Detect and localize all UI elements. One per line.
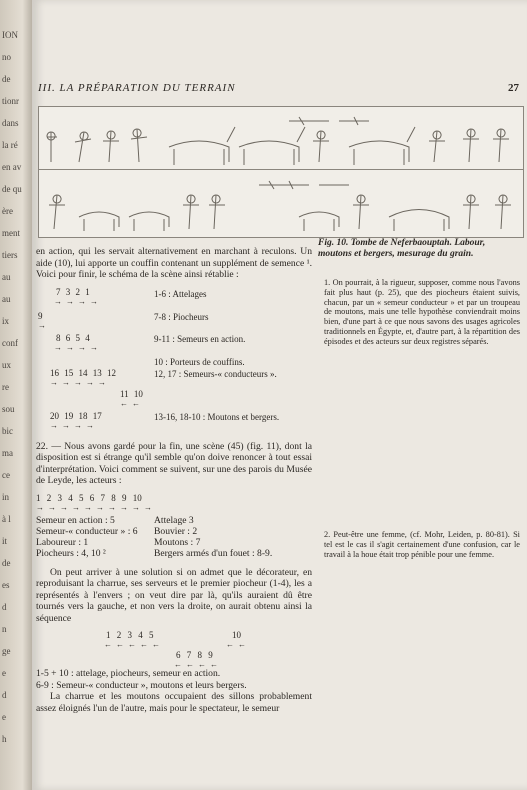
left-page-edge — [0, 0, 32, 790]
left-page-fragment: e — [2, 668, 6, 678]
relief-drawing — [39, 107, 523, 237]
left-page-fragment: ix — [2, 316, 10, 326]
sequence-numbers: 1 2 3 4 5 — [106, 630, 154, 640]
schema-arrows: → → → → — [54, 296, 99, 306]
schema-numbers: 11 10 — [120, 388, 143, 399]
left-page-fragment: no — [2, 52, 11, 62]
left-page-fragment: es — [2, 580, 10, 590]
left-page-fragment: de qu — [2, 184, 22, 194]
left-page-fragment: in — [2, 492, 10, 502]
book-page — [32, 0, 527, 790]
page-number: 27 — [508, 82, 519, 94]
scene-schema — [36, 285, 312, 455]
actor-legend — [36, 515, 312, 561]
schema-numbers: 7 3 2 1 — [56, 286, 90, 297]
left-page-fragment: bic — [2, 426, 13, 436]
sequence-numbers: 6 7 8 9 — [176, 650, 213, 660]
legend-item: Attelage 3 — [154, 514, 194, 526]
left-page-fragment: ère — [2, 206, 13, 216]
left-page-fragment: e — [2, 712, 6, 722]
sequence-arrows: ← ← ← ← ← — [104, 640, 161, 649]
left-page-fragment: d — [2, 602, 7, 612]
schema-numbers: 9 — [38, 310, 43, 321]
left-page-fragment: au — [2, 272, 11, 282]
paragraph: 1-5 + 10 : attelage, piocheurs, semeur en action. — [36, 668, 221, 679]
left-page-fragment: de — [2, 558, 11, 568]
corrected-sequence — [36, 628, 312, 668]
paragraph: La charrue et les moutons occupaient des sillons probablement assez éloignés l'un de l'autre, mais pour le spectateur, le semeur — [36, 691, 312, 714]
left-page-fragment: ION — [2, 30, 18, 40]
sequence-arrows: ← ← — [226, 640, 247, 649]
left-page-fragment: re — [2, 382, 9, 392]
sequence-numbers: 1 2 3 4 5 6 7 8 9 10 — [36, 492, 142, 503]
left-page-fragment: la ré — [2, 140, 18, 150]
left-page-fragment: en av — [2, 162, 22, 172]
schema-label: 10 : Porteurs de couffins. — [154, 356, 245, 367]
left-page-fragment: sou — [2, 404, 15, 414]
sequence-arrows: ← ← ← ← — [174, 660, 219, 669]
legend-item: Bouvier : 2 — [154, 525, 198, 537]
left-page-fragment: n — [2, 624, 7, 634]
schema-numbers: 16 15 14 13 12 — [50, 367, 116, 378]
left-page-fragment: ment — [2, 228, 20, 238]
left-page-fragment: ge — [2, 646, 11, 656]
left-page-fragment: conf — [2, 338, 18, 348]
schema-label: 1-6 : Attelages — [154, 288, 207, 299]
schema-arrows: → → → → — [50, 420, 95, 430]
paragraph: 6-9 : Semeur-« conducteur », moutons et leurs bergers. — [36, 679, 247, 691]
paragraph: On peut arriver à une solution si on admet que le décorateur, en reproduisant la charrue, ses serveurs et le premier piocheur (1-4), les a représentés à l'envers ; on veut dire par là, qu'ils auraient dû être tournés vers la gauche, et non vers la droite, on aurait obtenu ainsi la séquence — [36, 566, 312, 624]
left-page-fragment: de — [2, 74, 11, 84]
left-page-fragment: d — [2, 690, 7, 700]
schema-arrows: ← ← — [120, 398, 141, 408]
left-page-fragment: à l — [2, 514, 11, 524]
legend-item: Moutons : 7 — [154, 536, 201, 548]
schema-arrows: → — [38, 320, 47, 330]
schema-arrows: → → → → → — [50, 377, 107, 387]
figure-hieroglyphic-relief — [38, 106, 524, 238]
sequence-numbers: 10 — [232, 630, 241, 640]
legend-item: Semeur-« conducteur » : 6 — [36, 525, 138, 537]
left-page-fragment: ux — [2, 360, 11, 370]
left-page-fragment: ma — [2, 448, 13, 458]
footnote-2: 2. Peut-être une femme, (cf. Mohr, Leiden, p. 80-81). Si tel est le cas il s'agit certainement d'une confusion, car le travail à la houe était trop pénible pour une femme. — [324, 530, 520, 559]
paragraph: 22. — Nous avons gardé pour la fin, une scène (45) (fig. 11), dont la disposition est si étrange qu'il semble qu'on doive renoncer à tout essai d'interprétation. Voici comment se suivent, sur une des parois du Musée de Leyde, les acteurs : — [36, 440, 312, 486]
left-page-fragment: au — [2, 294, 11, 304]
running-header — [38, 82, 519, 94]
legend-item: Piocheurs : 4, 10 ² — [36, 547, 106, 559]
left-page-fragment: dans — [2, 118, 19, 128]
main-text-column — [36, 246, 312, 714]
actor-sequence — [36, 491, 312, 513]
schema-numbers: 8 6 5 4 — [56, 332, 90, 343]
schema-label: 9-11 : Semeurs en action. — [154, 333, 246, 344]
register-divider — [39, 169, 523, 170]
figure-caption: Fig. 10. Tombe de Neferbaouptah. Labour, moutons et bergers, mesurage du grain. — [318, 238, 486, 259]
schema-label: 13-16, 18-10 : Moutons et bergers. — [154, 411, 280, 422]
chapter-title: III. LA PRÉPARATION DU TERRAIN — [38, 82, 236, 94]
legend-item: Laboureur : 1 — [36, 536, 89, 548]
left-page-fragment: tionr — [2, 96, 19, 106]
left-page-fragment: ce — [2, 470, 10, 480]
schema-numbers: 20 19 18 17 — [50, 410, 102, 421]
legend-item: Semeur en action : 5 — [36, 514, 115, 526]
schema-label: 12, 17 : Semeurs-« conducteurs ». — [154, 368, 277, 379]
legend-item: Bergers armés d'un fouet : 8-9. — [154, 547, 273, 559]
schema-label: 7-8 : Piocheurs — [154, 311, 209, 322]
footnote-1: 1. On pourrait, à la rigueur, supposer, comme nous l'avons fait plus haut (p. 25), que des piocheurs étaient suivis, chacun, par un « semeur conducteur » et par un troupeau de moutons, mais une telle hypothèse conviendrait moins bien, d'une part à ce que nous savons des usages agricoles traditionnels en Égypte, et, d'autre part, à la répartition des épisodes et des acteurs sur deux registres séparés. — [324, 278, 520, 346]
left-page-fragment: it — [2, 536, 8, 546]
left-page-fragment: h — [2, 734, 7, 744]
schema-arrows: → → → → — [54, 342, 99, 352]
left-page-fragment: tiers — [2, 250, 18, 260]
paragraph: en action, qui les servait alternativement en marchant à reculons. Un aide (10), lui apporte un couffin contenant un supplément de semence ¹. Voici pour finir, le schéma de la scène ainsi rétablie : — [36, 246, 312, 280]
sequence-arrows: → → → → → → → → → → — [36, 502, 153, 512]
